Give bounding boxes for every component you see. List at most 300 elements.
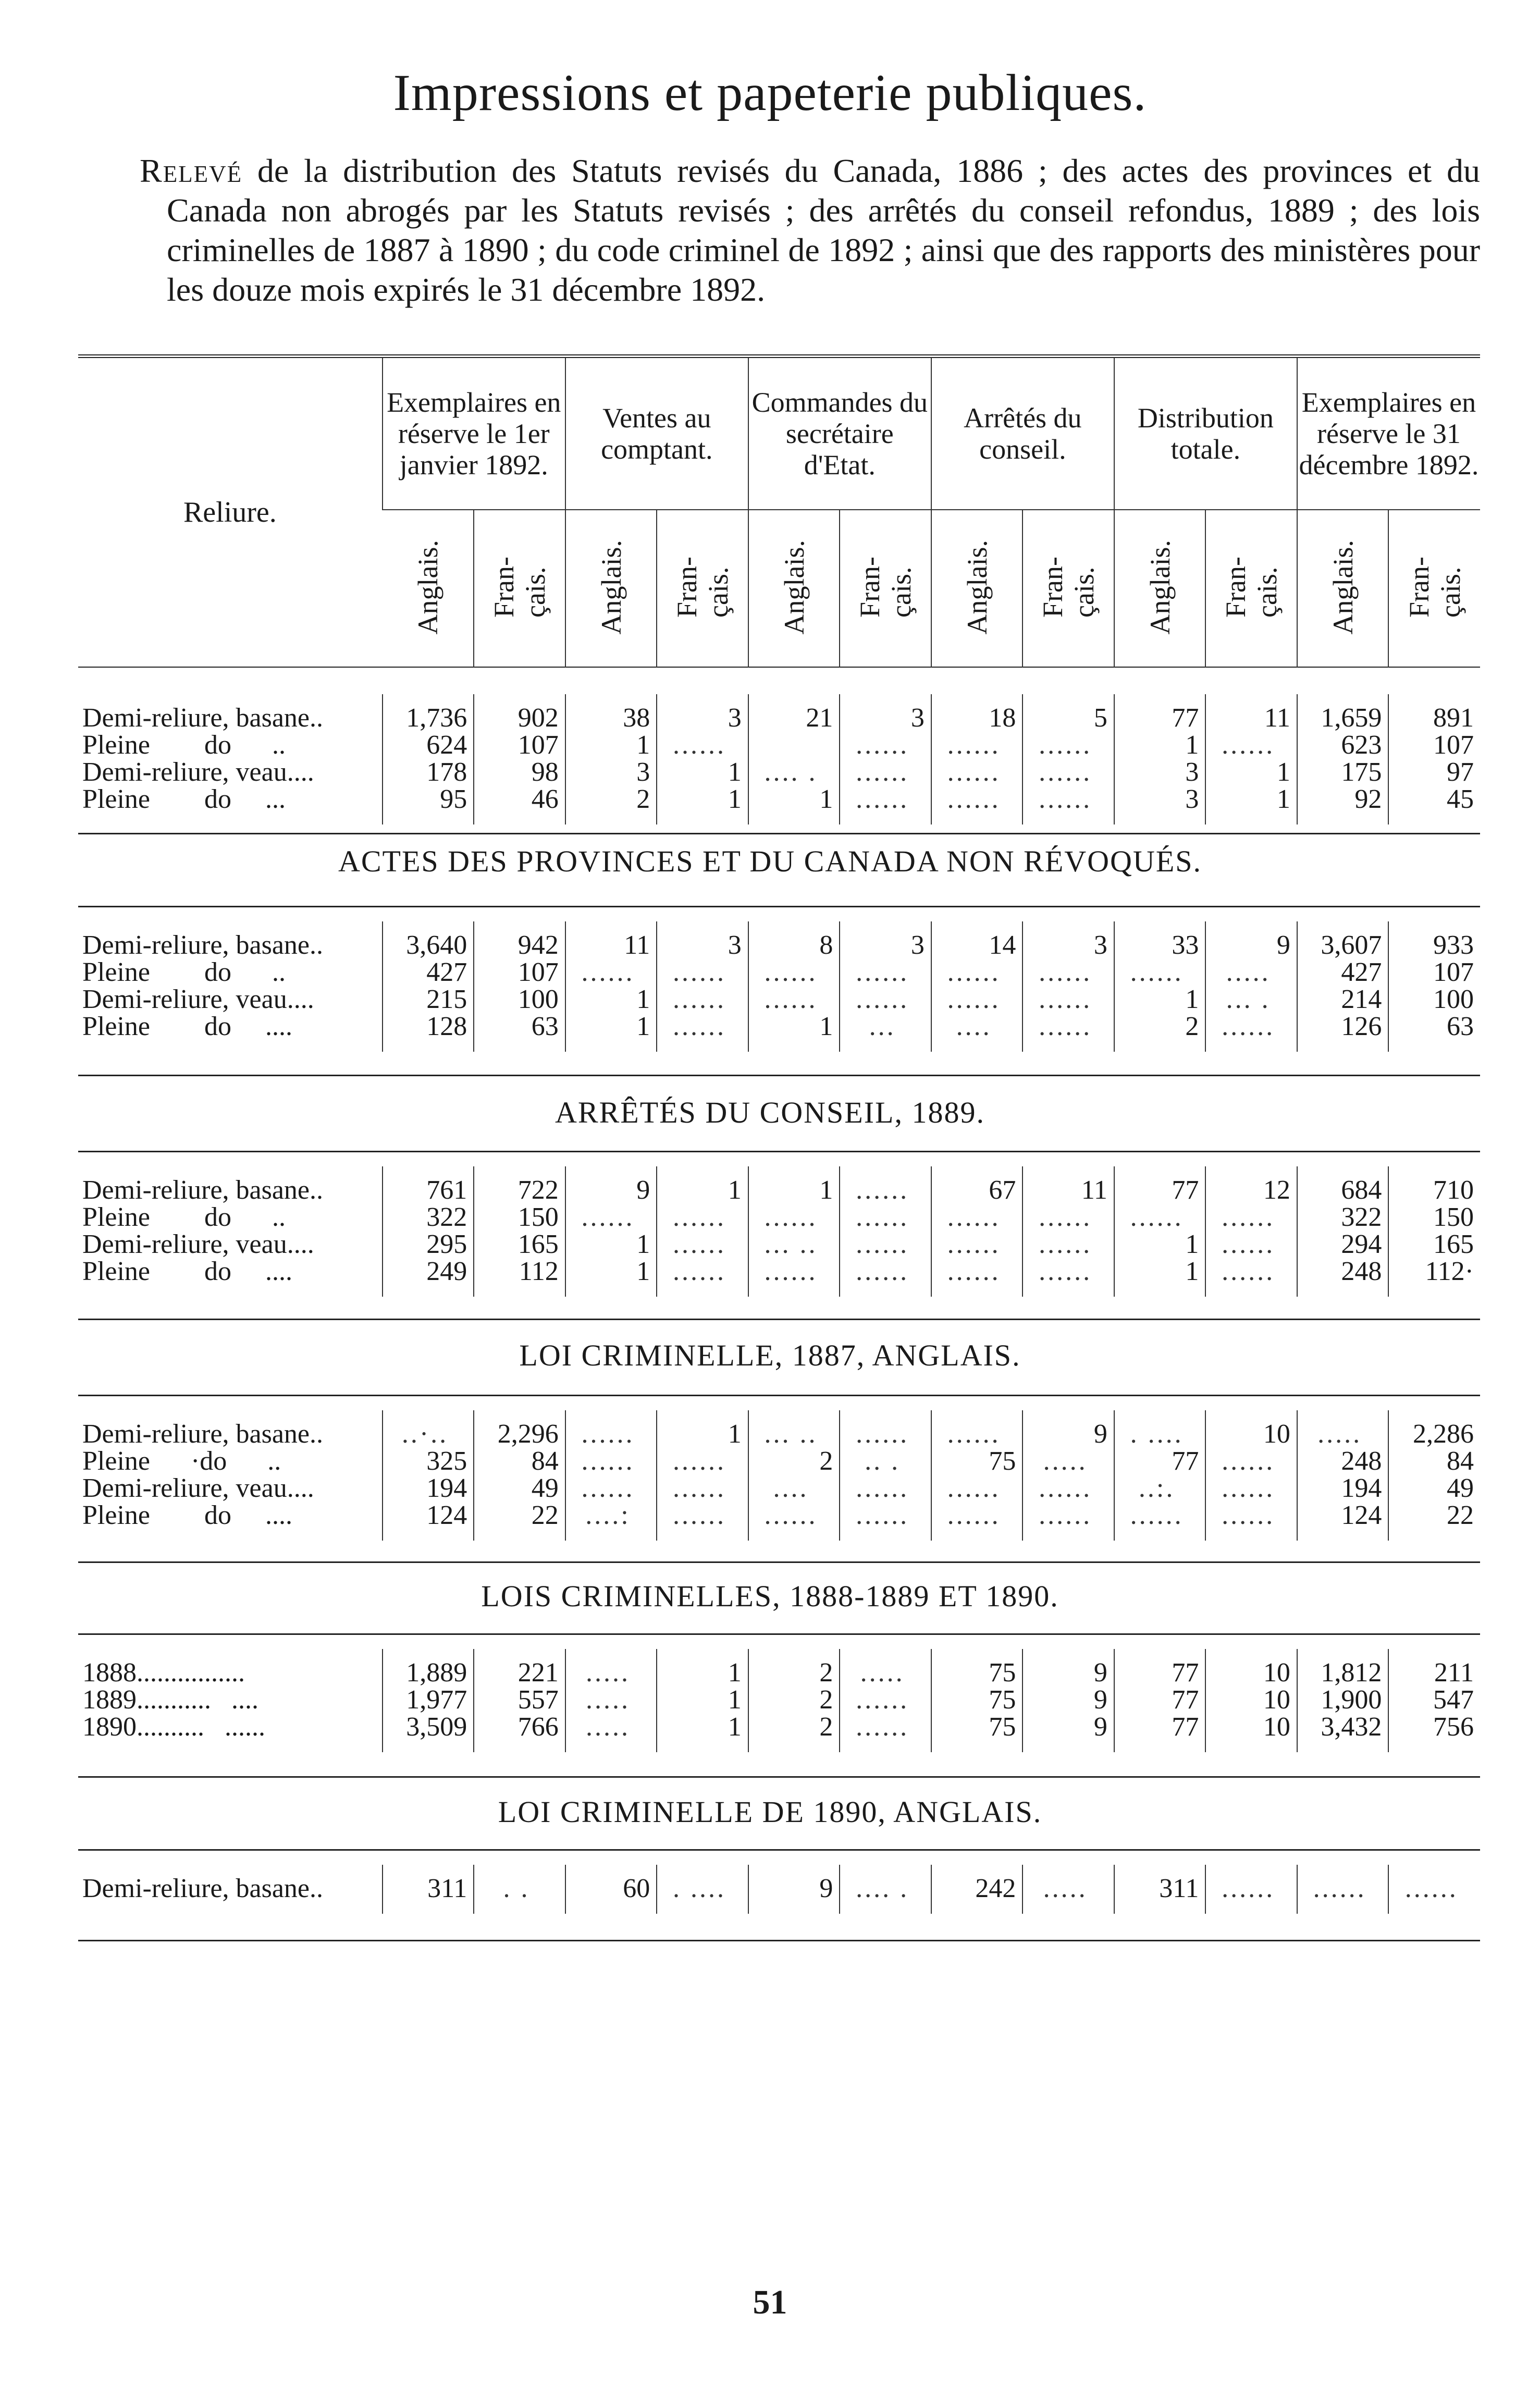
table-cell: ......	[931, 1475, 1023, 1502]
section-divider	[78, 1940, 1480, 1941]
table-cell: ......	[657, 1231, 748, 1258]
table-row	[78, 1204, 1480, 1231]
subheader-francais: Fran- çais.	[474, 510, 565, 667]
table-cell: 2,286	[1388, 1410, 1480, 1448]
header-secretary-orders: Commandes du secrétaire d'Etat.	[748, 356, 931, 510]
table-cell: 249	[383, 1258, 474, 1297]
row-label: Pleine do ..	[82, 1202, 286, 1232]
table-cell: 902	[474, 694, 565, 732]
table-cell: 75	[931, 1714, 1023, 1752]
table-cell: 178	[383, 759, 474, 786]
table-cell: ......	[931, 1204, 1023, 1231]
table-cell: 1	[657, 1714, 748, 1752]
table-cell: ......	[840, 1502, 931, 1541]
table-cell: 60	[565, 1865, 657, 1914]
table-cell: 46	[474, 786, 565, 824]
table-cell: ... ..	[748, 1410, 840, 1448]
row-label: 1889........... ....	[82, 1685, 258, 1715]
table-cell: ......	[1388, 1865, 1480, 1914]
table-cell: 3	[657, 694, 748, 732]
table-cell: ......	[1022, 986, 1114, 1013]
table-cell: 5	[1022, 694, 1114, 732]
table-cell: 2	[1114, 1013, 1206, 1052]
table-cell: ......	[1205, 1204, 1297, 1231]
subheader-anglais: Anglais.	[565, 510, 657, 667]
table-cell: 194	[1297, 1475, 1389, 1502]
table-cell: 1	[565, 732, 657, 759]
table-cell: 97	[1388, 759, 1480, 786]
table-cell: ......	[1022, 1475, 1114, 1502]
table-cell: ......	[1297, 1865, 1389, 1914]
table-cell: 100	[1388, 986, 1480, 1013]
row-label: 1888................	[82, 1658, 245, 1688]
table-cell: 3	[840, 694, 931, 732]
table-cell: 1	[657, 786, 748, 824]
table-cell: ..:.	[1114, 1475, 1206, 1502]
subheader-anglais: Anglais.	[1297, 510, 1389, 667]
table-cell: ......	[1205, 1448, 1297, 1475]
table-cell: 9	[1022, 1410, 1114, 1448]
table-cell: ......	[657, 1502, 748, 1541]
table-cell: 11	[1022, 1166, 1114, 1204]
table-cell: ......	[931, 959, 1023, 986]
table-cell: 2	[748, 1649, 840, 1687]
table-cell: 124	[1297, 1502, 1389, 1541]
table-cell: .....	[1205, 959, 1297, 986]
table-cell: 150	[1388, 1204, 1480, 1231]
table-cell: ......	[657, 1258, 748, 1297]
table-cell: ......	[657, 986, 748, 1013]
table-cell: 10	[1205, 1714, 1297, 1752]
subheader-francais: Fran- çais.	[840, 510, 931, 667]
row-label: Pleine do ....	[82, 1500, 292, 1530]
table-row	[78, 1865, 1480, 1914]
section-title: LOI CRIMINELLE, 1887, ANGLAIS.	[519, 1338, 1021, 1372]
table-cell: 624	[383, 732, 474, 759]
table-cell: 1	[748, 1166, 840, 1204]
table-cell: ......	[840, 1410, 931, 1448]
table-cell: .... .	[748, 759, 840, 786]
table-row	[78, 732, 1480, 759]
table-cell: 1	[1114, 732, 1206, 759]
table-cell: 1	[565, 1231, 657, 1258]
table-row	[78, 959, 1480, 986]
row-label: Demi-reliure, basane..	[82, 1175, 324, 1205]
table-cell: .....	[1297, 1410, 1389, 1448]
section-table	[78, 1649, 1480, 1752]
header-cash-sales: Ventes au comptant.	[565, 356, 748, 510]
table-cell: 175	[1297, 759, 1389, 786]
table-cell: 215	[383, 986, 474, 1013]
table-cell: 1	[565, 1013, 657, 1052]
table-cell: ......	[657, 732, 748, 759]
table-cell: ......	[1114, 1502, 1206, 1541]
table-cell: ......	[840, 1231, 931, 1258]
table-cell: 8	[748, 921, 840, 959]
table-cell: 427	[383, 959, 474, 986]
table-cell: ......	[931, 1410, 1023, 1448]
table-cell: ......	[1022, 1013, 1114, 1052]
table-cell: 1	[1114, 986, 1206, 1013]
table-row	[78, 1231, 1480, 1258]
intro-lead-word: Relevé	[140, 152, 243, 189]
table-header	[78, 354, 1480, 668]
table-cell: ......	[1022, 786, 1114, 824]
table-cell: 1,977	[383, 1687, 474, 1714]
table-cell: 1	[748, 1013, 840, 1052]
table-cell: 1	[565, 986, 657, 1013]
table-cell: 49	[474, 1475, 565, 1502]
table-cell: 3	[657, 921, 748, 959]
table-cell: ......	[1022, 732, 1114, 759]
table-cell: 1,889	[383, 1649, 474, 1687]
table-cell: 3	[1022, 921, 1114, 959]
table-cell: ......	[748, 986, 840, 1013]
table-cell: ..·..	[383, 1410, 474, 1448]
table-cell: ......	[840, 959, 931, 986]
subheader-anglais: Anglais.	[748, 510, 840, 667]
table-cell: 10	[1205, 1687, 1297, 1714]
table-cell: 194	[383, 1475, 474, 1502]
table-cell: ......	[748, 1204, 840, 1231]
table-cell: ......	[565, 1448, 657, 1475]
table-cell: 427	[1297, 959, 1389, 986]
table-cell: 322	[1297, 1204, 1389, 1231]
subheader-francais: Fran- çais.	[1022, 510, 1114, 667]
table-cell: 1	[1114, 1231, 1206, 1258]
table-cell: 2	[565, 786, 657, 824]
table-cell: 77	[1114, 1166, 1206, 1204]
header-reliure: Reliure.	[183, 496, 277, 528]
table-cell: 1,900	[1297, 1687, 1389, 1714]
table-cell: 22	[1388, 1502, 1480, 1541]
subheader-francais: Fran- çais.	[1388, 510, 1480, 667]
table-cell: 2	[748, 1687, 840, 1714]
table-cell: 77	[1114, 1649, 1206, 1687]
table-cell: 107	[474, 959, 565, 986]
header-total-distribution: Distribution totale.	[1114, 356, 1297, 510]
table-cell: ... ..	[748, 1231, 840, 1258]
table-cell: 3	[1114, 786, 1206, 824]
table-cell: ......	[1205, 732, 1297, 759]
table-cell: ......	[931, 732, 1023, 759]
table-cell: 710	[1388, 1166, 1480, 1204]
table-cell: ......	[1205, 1013, 1297, 1052]
table-cell: ......	[1022, 959, 1114, 986]
section-divider	[78, 906, 1480, 907]
table-cell: 9	[748, 1865, 840, 1914]
table-cell: 9	[1022, 1714, 1114, 1752]
row-label: Pleine do ....	[82, 1257, 292, 1286]
table-row	[78, 1687, 1480, 1714]
table-cell: .. .	[840, 1448, 931, 1475]
row-label: Demi-reliure, veau....	[82, 1229, 314, 1259]
table-cell: 1	[1205, 759, 1297, 786]
table-cell: 112·	[1388, 1258, 1480, 1297]
table-cell: ......	[840, 786, 931, 824]
table-cell: ......	[1022, 1258, 1114, 1297]
table-cell: 77	[1114, 1687, 1206, 1714]
row-label: Pleine do ..	[82, 730, 286, 760]
header-reserve-december: Exemplaires en réserve le 31 décembre 1892.	[1297, 356, 1480, 510]
table-cell: 9	[1022, 1649, 1114, 1687]
table-cell: 3	[1114, 759, 1206, 786]
table-cell: ......	[1205, 1475, 1297, 1502]
table-cell: 124	[383, 1502, 474, 1541]
table-cell: 1	[657, 1687, 748, 1714]
table-cell: 38	[565, 694, 657, 732]
table-cell: 221	[474, 1649, 565, 1687]
table-cell: ......	[657, 1448, 748, 1475]
table-cell: 295	[383, 1231, 474, 1258]
section-divider	[78, 833, 1480, 834]
table-cell: 45	[1388, 786, 1480, 824]
table-row	[78, 786, 1480, 824]
table-cell: ......	[1205, 1865, 1297, 1914]
table-cell: ......	[657, 959, 748, 986]
table-cell: ......	[657, 1475, 748, 1502]
table-cell: ......	[565, 1204, 657, 1231]
table-cell: 684	[1297, 1166, 1389, 1204]
table-cell: 9	[1205, 921, 1297, 959]
table-cell: ......	[1114, 959, 1206, 986]
table-cell: 22	[474, 1502, 565, 1541]
table-cell: ......	[1205, 1231, 1297, 1258]
table-cell: 21	[748, 694, 840, 732]
section-table	[78, 1410, 1480, 1541]
table-cell: 325	[383, 1448, 474, 1475]
table-cell: 9	[1022, 1687, 1114, 1714]
section-title: ARRÊTÉS DU CONSEIL, 1889.	[555, 1096, 985, 1129]
page-number: 51	[753, 2283, 787, 2321]
table-cell: 322	[383, 1204, 474, 1231]
table-cell: ......	[1022, 1502, 1114, 1541]
table-cell: 14	[931, 921, 1023, 959]
table-row	[78, 759, 1480, 786]
table-cell: ......	[1022, 1204, 1114, 1231]
table-cell: 12	[1205, 1166, 1297, 1204]
table-cell: 1	[657, 759, 748, 786]
table-cell: ......	[1205, 1258, 1297, 1297]
header-council-orders: Arrêtés du conseil.	[931, 356, 1114, 510]
table-cell: 33	[1114, 921, 1206, 959]
table-cell: 112	[474, 1258, 565, 1297]
table-cell: 67	[931, 1166, 1023, 1204]
table-cell: ....	[931, 1013, 1023, 1052]
table-cell: ......	[565, 1410, 657, 1448]
table-cell: 557	[474, 1687, 565, 1714]
table-cell: ......	[840, 1475, 931, 1502]
table-cell: ......	[1205, 1502, 1297, 1541]
table-row	[78, 1448, 1480, 1475]
table-cell: 75	[931, 1448, 1023, 1475]
table-cell: 92	[1297, 786, 1389, 824]
table-cell: 1	[657, 1649, 748, 1687]
table-cell: 242	[931, 1865, 1023, 1914]
row-label: Demi-reliure, veau....	[82, 757, 314, 787]
table-row	[78, 1475, 1480, 1502]
table-cell: ......	[1022, 759, 1114, 786]
table-cell: ......	[931, 1258, 1023, 1297]
table-cell: 84	[1388, 1448, 1480, 1475]
row-label: Demi-reliure, basane..	[82, 703, 324, 733]
section-divider	[78, 1561, 1480, 1563]
table-cell: 311	[383, 1865, 474, 1914]
table-cell: .....	[1022, 1865, 1114, 1914]
table-cell: ...	[840, 1013, 931, 1052]
table-cell: 1,736	[383, 694, 474, 732]
table-cell: 248	[1297, 1448, 1389, 1475]
table-cell: 2,296	[474, 1410, 565, 1448]
table-cell: 211	[1388, 1649, 1480, 1687]
table-cell: 761	[383, 1166, 474, 1204]
table-cell: 75	[931, 1649, 1023, 1687]
page-title: Impressions et papeterie publiques.	[393, 64, 1147, 121]
table-cell: 1	[1114, 1258, 1206, 1297]
table-cell: 3	[565, 759, 657, 786]
table-cell: 49	[1388, 1475, 1480, 1502]
table-cell: 547	[1388, 1687, 1480, 1714]
subheader-francais: Fran- çais.	[657, 510, 748, 667]
table-cell: 165	[1388, 1231, 1480, 1258]
table-cell: ......	[840, 1258, 931, 1297]
table-cell: ......	[748, 959, 840, 986]
table-cell: ......	[1022, 1231, 1114, 1258]
table-cell: ......	[840, 1204, 931, 1231]
table-row	[78, 1166, 1480, 1204]
table-cell: 722	[474, 1166, 565, 1204]
table-cell: 248	[1297, 1258, 1389, 1297]
intro-paragraph	[140, 151, 1480, 310]
table-cell: . .	[474, 1865, 565, 1914]
section-divider	[78, 1849, 1480, 1851]
section-title: ACTES DES PROVINCES ET DU CANADA NON RÉVOQUÉS.	[338, 844, 1202, 878]
table-cell	[748, 732, 840, 759]
table-cell: 84	[474, 1448, 565, 1475]
table-cell: 1	[657, 1410, 748, 1448]
table-cell: ......	[565, 1475, 657, 1502]
table-cell: .....	[1022, 1448, 1114, 1475]
table-row	[78, 1649, 1480, 1687]
table-cell: ......	[840, 986, 931, 1013]
table-cell: ... .	[1205, 986, 1297, 1013]
table-cell: ......	[931, 786, 1023, 824]
table-cell: 75	[931, 1687, 1023, 1714]
table-cell: 18	[931, 694, 1023, 732]
row-label: Demi-reliure, veau....	[82, 1473, 314, 1503]
table-row	[78, 1410, 1480, 1448]
table-cell: 756	[1388, 1714, 1480, 1752]
table-cell: .....	[565, 1714, 657, 1752]
section-divider	[78, 1075, 1480, 1076]
table-cell: 165	[474, 1231, 565, 1258]
row-label: Pleine do ..	[82, 957, 286, 987]
table-cell: 98	[474, 759, 565, 786]
intro-text: de la distribution des Statuts revisés du Canada, 1886 ; des actes des provinces et du Canada non abrogés par les Statuts revisés ; des arrêtés du conseil refondus, 1889 ; des lois criminelles de 1887 à 1890 ; du code criminel de 1892 ; ainsi que des rapports des ministères pour les douze mois expirés le 31 décembre 1892.	[167, 152, 1480, 308]
subheader-anglais: Anglais.	[1114, 510, 1206, 667]
table-row	[78, 1258, 1480, 1297]
row-label: Demi-reliure, basane..	[82, 1419, 324, 1449]
table-cell: ......	[748, 1258, 840, 1297]
subheader-anglais: Anglais.	[931, 510, 1023, 667]
table-cell: ......	[931, 759, 1023, 786]
table-cell: 3,432	[1297, 1714, 1389, 1752]
table-cell: 1	[1205, 786, 1297, 824]
section-title: LOI CRIMINELLE DE 1890, ANGLAIS.	[498, 1795, 1042, 1829]
table-cell: ......	[931, 986, 1023, 1013]
table-cell: ......	[840, 759, 931, 786]
table-cell: .....	[840, 1649, 931, 1687]
table-cell: ....	[748, 1475, 840, 1502]
table-cell: 214	[1297, 986, 1389, 1013]
table-cell: 77	[1114, 1714, 1206, 1752]
table-cell: ......	[565, 959, 657, 986]
table-cell: 10	[1205, 1410, 1297, 1448]
table-row	[78, 1502, 1480, 1541]
table-cell: 1	[748, 786, 840, 824]
table-cell: 63	[1388, 1013, 1480, 1052]
table-cell: 3,509	[383, 1714, 474, 1752]
table-cell: 150	[474, 1204, 565, 1231]
table-cell: ......	[657, 1204, 748, 1231]
section-divider	[78, 1776, 1480, 1778]
table-cell: 107	[1388, 959, 1480, 986]
table-cell: 1,659	[1297, 694, 1389, 732]
table-cell: 95	[383, 786, 474, 824]
table-cell: 107	[474, 732, 565, 759]
table-cell: ......	[840, 1687, 931, 1714]
table-row	[78, 986, 1480, 1013]
row-label: Pleine do ...	[82, 784, 286, 814]
row-label: Pleine do ....	[82, 1012, 292, 1041]
table-cell: 77	[1114, 1448, 1206, 1475]
table-cell: 77	[1114, 694, 1206, 732]
section-divider	[78, 1395, 1480, 1396]
table-cell: ......	[657, 1013, 748, 1052]
table-cell: .....	[565, 1687, 657, 1714]
table-cell: 128	[383, 1013, 474, 1052]
table-cell: ......	[931, 1231, 1023, 1258]
table-cell: 766	[474, 1714, 565, 1752]
table-row	[78, 1714, 1480, 1752]
table-cell: ......	[840, 1166, 931, 1204]
table-cell: .....	[565, 1649, 657, 1687]
section-table	[78, 694, 1480, 824]
table-cell: ......	[1114, 1204, 1206, 1231]
row-label: 1890.......... ......	[82, 1712, 265, 1742]
table-cell: 1	[565, 1258, 657, 1297]
row-label: Demi-reliure, basane..	[82, 930, 324, 960]
table-cell: . ....	[657, 1865, 748, 1914]
table-cell: 63	[474, 1013, 565, 1052]
table-cell: 2	[748, 1714, 840, 1752]
table-cell: ....:	[565, 1502, 657, 1541]
subheader-francais: Fran- çais.	[1205, 510, 1297, 667]
section-divider	[78, 1151, 1480, 1152]
table-cell: 891	[1388, 694, 1480, 732]
table-cell: 942	[474, 921, 565, 959]
table-cell: ......	[931, 1502, 1023, 1541]
table-row	[78, 694, 1480, 732]
table-cell: 2	[748, 1448, 840, 1475]
table-cell: 3,607	[1297, 921, 1389, 959]
table-cell: 623	[1297, 732, 1389, 759]
table-row	[78, 921, 1480, 959]
table-cell: 3	[840, 921, 931, 959]
table-cell: 3,640	[383, 921, 474, 959]
table-cell: 11	[1205, 694, 1297, 732]
table-cell: . ....	[1114, 1410, 1206, 1448]
